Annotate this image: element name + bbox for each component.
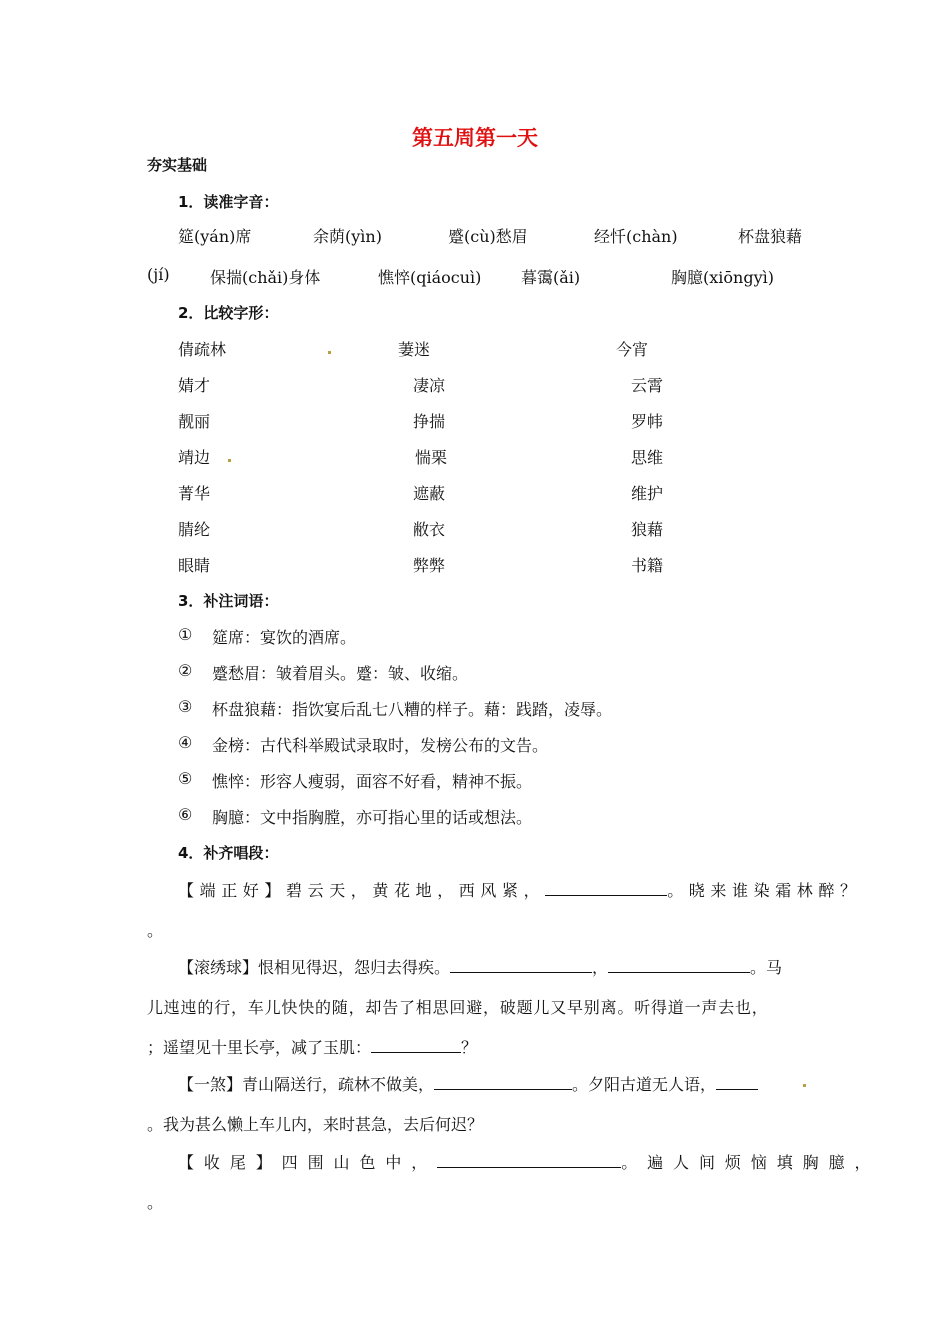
q2-col2-word: 弊弊 (413, 556, 446, 575)
q2-col2-word: 敝衣 (413, 520, 446, 539)
fill-blank[interactable] (608, 958, 750, 973)
verse-text: ， (592, 958, 609, 977)
q3-item-text: 蹙愁眉：皱着眉头。蹙：皱、收缩。 (212, 664, 469, 683)
q1-word: 余荫(yìn) (313, 227, 382, 246)
q2-col3-word: 狼藉 (631, 520, 664, 539)
q2-col2-word: 挣揣 (413, 412, 446, 431)
q3-item-number: ③ (178, 697, 193, 716)
q1-heading: 1．读准字音： (178, 193, 279, 211)
fill-blank[interactable] (437, 1153, 621, 1168)
section-heading: 夯实基础 (147, 156, 208, 174)
q2-col2-word: 遮蔽 (413, 484, 446, 503)
q2-col3-word: 书籍 (631, 556, 664, 575)
q3-item-text: 杯盘狼藉：指饮宴后乱七八糟的样子。藉：践踏，凌辱。 (212, 700, 613, 719)
q3-item-number: ② (178, 661, 193, 680)
verse-line (178, 1072, 758, 1095)
q2-col1-word: 靓丽 (178, 412, 211, 431)
q2-col3-word: 云霄 (631, 376, 664, 395)
fill-blank[interactable] (450, 958, 592, 973)
q2-col1-word: 菁华 (178, 484, 211, 503)
verse-text: 。我为甚么懒上车儿内，来时甚急，去后何迟？ (147, 1115, 484, 1134)
verse-text: 。马 (750, 958, 783, 977)
verse-text: 【一煞】青山隔送行，疏林不做美， (178, 1075, 435, 1094)
q1-word: 经忏(chàn) (594, 227, 678, 246)
verse-text: 【收尾】四围山色中， (178, 1153, 438, 1172)
q3-item-text: 憔悴：形容人瘦弱，面容不好看，精神不振。 (212, 772, 533, 791)
q1-word: 憔悴(qiáocuì) (378, 268, 482, 287)
q1-word: 保揣(chǎi)身体 (210, 268, 321, 287)
q1-word: 暮霭(ǎi) (521, 268, 581, 287)
verse-text: 。 (147, 1193, 164, 1212)
verse-line (178, 1150, 880, 1173)
verse-text: 。遍人间烦恼填胸臆， (621, 1153, 881, 1172)
q3-item-number: ⑥ (178, 805, 193, 824)
q1-word: 胸臆(xiōngyì) (671, 268, 774, 287)
q1-word: 蹙(cù)愁眉 (448, 227, 528, 246)
q2-col1-word: 腈纶 (178, 520, 211, 539)
verse-text: 。夕阳古道无人语， (572, 1075, 717, 1094)
q3-item-text: 金榜：古代科举殿试录取时，发榜公布的文告。 (212, 736, 549, 755)
q3-heading: 3．补注词语： (178, 592, 279, 610)
q2-col1-word: 靖边 (178, 448, 211, 467)
q2-heading: 2．比较字形： (178, 304, 279, 322)
verse-text: 儿迍迍的行，车儿快快的随，却告了相思回避，破题儿又早别离。听得道一声去也， (147, 998, 769, 1017)
scan-dot (328, 351, 331, 354)
q1-word: (jí) (147, 265, 170, 284)
q3-item-text: 筵席：宴饮的酒席。 (212, 628, 357, 647)
q2-col1-word: 倩疏林 (178, 340, 227, 359)
q2-col3-word: 罗帏 (631, 412, 664, 431)
verse-text: ？ (461, 1038, 478, 1057)
verse-text: ；遥望见十里长亭，减了玉肌： (147, 1038, 372, 1057)
q2-col3-word: 思维 (631, 448, 664, 467)
fill-blank[interactable] (434, 1075, 572, 1090)
verse-line (178, 878, 862, 901)
verse-text: 【端正好】碧云天，黄花地，西风紧， (178, 881, 546, 900)
verse-line (178, 955, 782, 978)
q2-col2-word: 惴栗 (415, 448, 448, 467)
q2-col3-word: 今宵 (616, 340, 649, 359)
scan-dot (228, 459, 231, 462)
q2-col2-word: 萋迷 (398, 340, 431, 359)
q1-word: 筵(yán)席 (178, 227, 252, 246)
q2-col2-word: 凄凉 (413, 376, 446, 395)
page-title: 第五周第一天 (412, 126, 538, 150)
q2-col1-word: 眼睛 (178, 556, 211, 575)
q3-item-text: 胸臆：文中指胸膛，亦可指心里的话或想法。 (212, 808, 533, 827)
verse-line (147, 1035, 477, 1058)
q3-item-number: ④ (178, 733, 193, 752)
verse-text: 。 (147, 921, 164, 940)
verse-text: 【滚绣球】恨相见得迟，怨归去得疾。 (178, 958, 451, 977)
fill-blank[interactable] (545, 881, 667, 896)
q4-heading: 4．补齐唱段： (178, 844, 279, 862)
fill-blank[interactable] (716, 1075, 758, 1090)
fill-blank[interactable] (371, 1038, 461, 1053)
q2-col1-word: 婧才 (178, 376, 211, 395)
q1-word: 杯盘狼藉 (738, 227, 803, 246)
scan-dot (803, 1084, 806, 1087)
q2-col3-word: 维护 (631, 484, 664, 503)
q3-item-number: ⑤ (178, 769, 193, 788)
q3-item-number: ① (178, 625, 193, 644)
verse-text: 。晓来谁染霜林醉？ (667, 881, 862, 900)
